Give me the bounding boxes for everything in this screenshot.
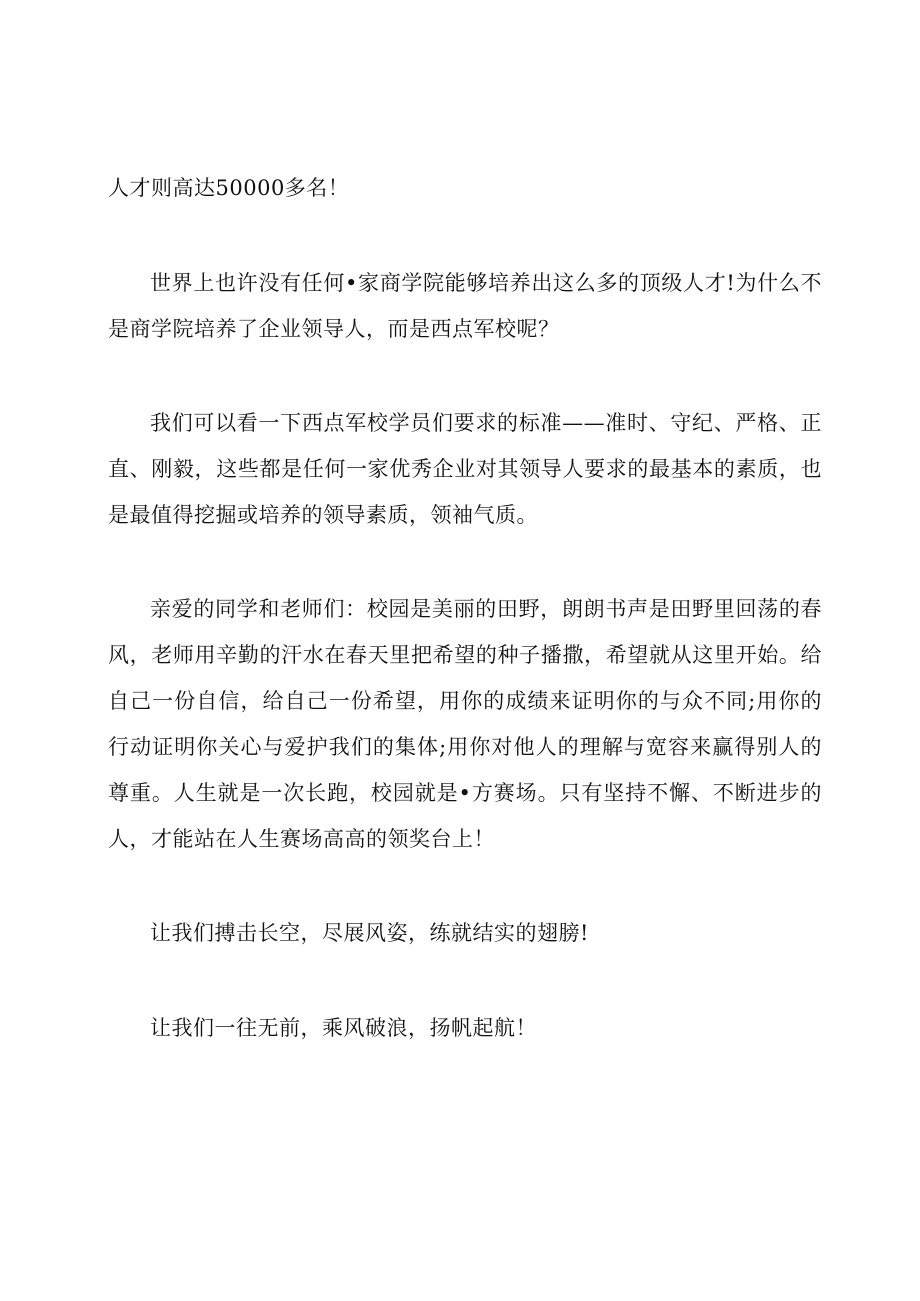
- paragraph-wings: 让我们搏击长空，尽展风姿，练就结实的翅膀!: [150, 921, 589, 945]
- paragraph-set-sail: 让我们一往无前，乘风破浪，扬帆起航！: [150, 1016, 537, 1040]
- paragraph-continuation: 人才则高达50000多名！: [108, 176, 350, 200]
- paragraph-west-point-standards: 我们可以看一下西点军校学员们要求的标准——准时、守纪、严格、正直、刚毅，这些都是任何一家优秀企业对其领导人要求的最基本的素质，也是最值得挖掘或培养的领导素质，领袖气质。: [108, 411, 822, 527]
- paragraph-business-school: 世界上也许没有任何•家商学院能够培养出这么多的顶级人才!为什么不是商学院培养了企业领导人，而是西点军校呢？: [108, 271, 822, 341]
- paragraph-campus-speech: 亲爱的同学和老师们：校园是美丽的田野，朗朗书声是田野里回荡的春风，老师用辛勤的汗水在春天里把希望的种子播撒，希望就从这里开始。给自己一份自信，给自己一份希望，用你的成绩来证明你的与众不同;用你的行动证明你关心与爱护我们的集体;用你对他人的理解与宽容来赢得别人的尊重。人生就是一次长跑，校园就是•方赛场。只有坚持不懈、不断进步的人，才能站在人生赛场高高的领奖台上！: [108, 597, 822, 851]
